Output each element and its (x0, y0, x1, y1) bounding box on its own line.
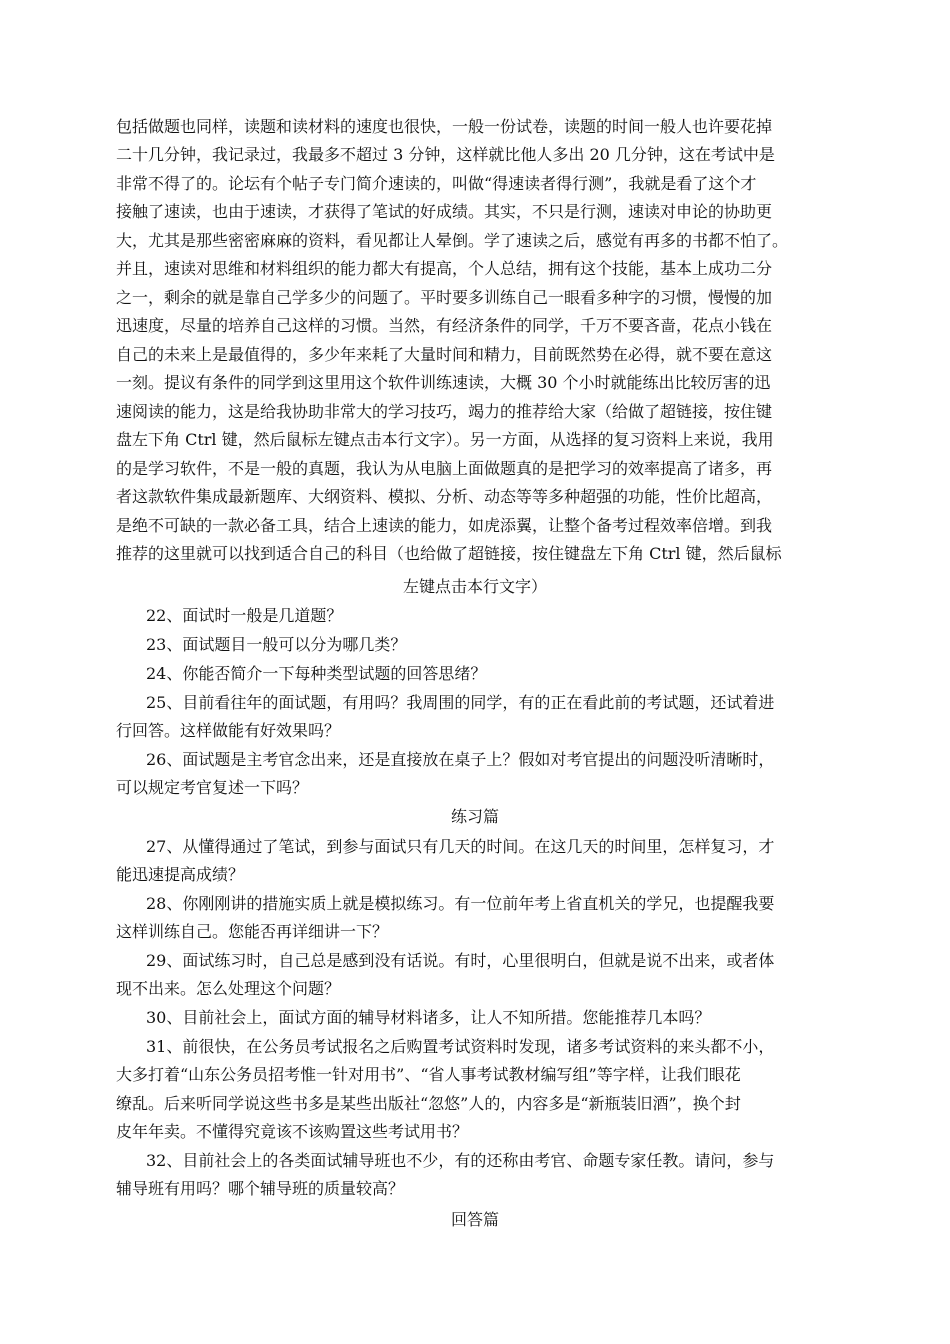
question-32-line-2: 辅导班有用吗？哪个辅导班的质量较高？ (116, 1179, 405, 1198)
intro-line: 一刻。提议有条件的同学到这里用这个软件训练速读，大概 30 个小时就能练出比较厉害的迅 (116, 373, 771, 392)
intro-line: 者这款软件集成最新题库、大纲资料、模拟、分析、动态等等多种超强的功能，性价比超高， (116, 487, 773, 506)
intro-line: 包括做题也同样，读题和读材料的速度也很快，一般一份试卷，读题的时间一般人也许要花掉 (116, 117, 773, 136)
question-32-line-1: 32、目前社会上的各类面试辅导班也不少，有的还称由考官、命题专家任教。请问，参与 (146, 1151, 775, 1170)
intro-line: 是绝不可缺的一款必备工具，结合上速读的能力，如虎添翼，让整个备考过程效率倍增。到我 (116, 516, 773, 535)
question-26-line-2: 可以规定考官复述一下吗？ (116, 778, 309, 797)
intro-line: 速阅读的能力，这是给我协助非常大的学习技巧，竭力的推荐给大家（给做了超链接，按住键 (116, 402, 773, 421)
intro-line: 推荐的这里就可以找到适合自己的科目（也给做了超链接，按住键盘左下角 Ctrl 键，然后鼠标 (116, 544, 782, 563)
question-28-line-2: 这样训练自己。您能否再详细讲一下？ (116, 922, 389, 941)
question-31-line-2: 大多打着“山东公务员招考惟一针对用书”、“省人事考试教材编写组”等字样，让我们眼花 (116, 1065, 741, 1084)
question-26-line-1: 26、面试题是主考官念出来，还是直接放在桌子上？假如对考官提出的问题没听清晰时， (146, 750, 775, 769)
question-25-line-2: 行回答。这样做能有好效果吗？ (116, 721, 341, 740)
question-31-line-1: 31、前很快，在公务员考试报名之后购置考试资料时发现，诸多考试资料的来头都不小， (146, 1037, 775, 1056)
intro-line: 二十几分钟，我记录过，我最多不超过 3 分钟，这样就比他人多出 20 几分钟，这在考试中是 (116, 145, 775, 164)
intro-line: 接触了速读，也由于速读，才获得了笔试的好成绩。其实，不只是行测，速读对申论的协助更 (116, 202, 773, 221)
question-25-line-1: 25、目前看往年的面试题，有用吗？我周围的同学，有的正在看此前的考试题，还试着进 (146, 693, 775, 712)
intro-line: 并且，速读对思维和材料组织的能力都大有提高，个人总结，拥有这个技能，基本上成功二分 (116, 259, 773, 278)
question-31-line-3: 缭乱。后来听同学说这些书多是某些出版社“忽悠”人的，内容多是“新瓶装旧酒”，换个封 (116, 1094, 741, 1113)
question-29-line-1: 29、面试练习时，自己总是感到没有话说。有时，心里很明白，但就是说不出来，或者体 (146, 951, 775, 970)
intro-line: 大，尤其是那些密密麻麻的资料，看见都让人晕倒。学了速读之后，感觉有再多的书都不怕了。 (116, 231, 789, 250)
question-22: 22、面试时一般是几道题？ (146, 606, 343, 625)
question-23: 23、面试题目一般可以分为哪几类？ (146, 635, 407, 654)
intro-last-line: 左键点击本行文字） (402, 577, 547, 596)
question-31-line-4: 皮年年卖。不懂得究竟该不该购置这些考试用书？ (116, 1122, 469, 1141)
section-heading-answer: 回答篇 (450, 1210, 499, 1229)
intro-line: 迅速度，尽量的培养自己这样的习惯。当然，有经济条件的同学，千万不要吝啬，花点小钱在 (116, 316, 773, 335)
intro-line: 非常不得了的。论坛有个帖子专门简介速读的，叫做“得速读者得行测”，我就是看了这个才 (116, 174, 757, 193)
intro-line: 自己的未来上是最值得的，多少年来耗了大量时间和精力，目前既然势在必得，就不要在意这 (116, 345, 773, 364)
intro-line: 盘左下角 Ctrl 键，然后鼠标左键点击本行文字）。另一方面，从选择的复习资料上来说，我用 (116, 430, 774, 449)
intro-line: 之一，剩余的就是靠自己学多少的问题了。平时要多训练自己一眼看多种字的习惯，慢慢的加 (116, 288, 773, 307)
question-24: 24、你能否简介一下每种类型试题的回答思绪？ (146, 664, 487, 683)
intro-line: 的是学习软件，不是一般的真题，我认为从电脑上面做题真的是把学习的效率提高了诸多，再 (116, 459, 773, 478)
question-28-line-1: 28、你刚刚讲的措施实质上就是模拟练习。有一位前年考上省直机关的学兄，也提醒我要 (146, 894, 775, 913)
question-27-line-1: 27、从懂得通过了笔试，到参与面试只有几天的时间。在这几天的时间里，怎样复习，才 (146, 837, 775, 856)
section-heading-practice: 练习篇 (450, 807, 499, 826)
question-29-line-2: 现不出来。怎么处理这个问题？ (116, 979, 341, 998)
question-27-line-2: 能迅速提高成绩？ (116, 865, 245, 884)
question-30: 30、目前社会上，面试方面的辅导材料诸多，让人不知所措。您能推荐几本吗？ (146, 1008, 711, 1027)
